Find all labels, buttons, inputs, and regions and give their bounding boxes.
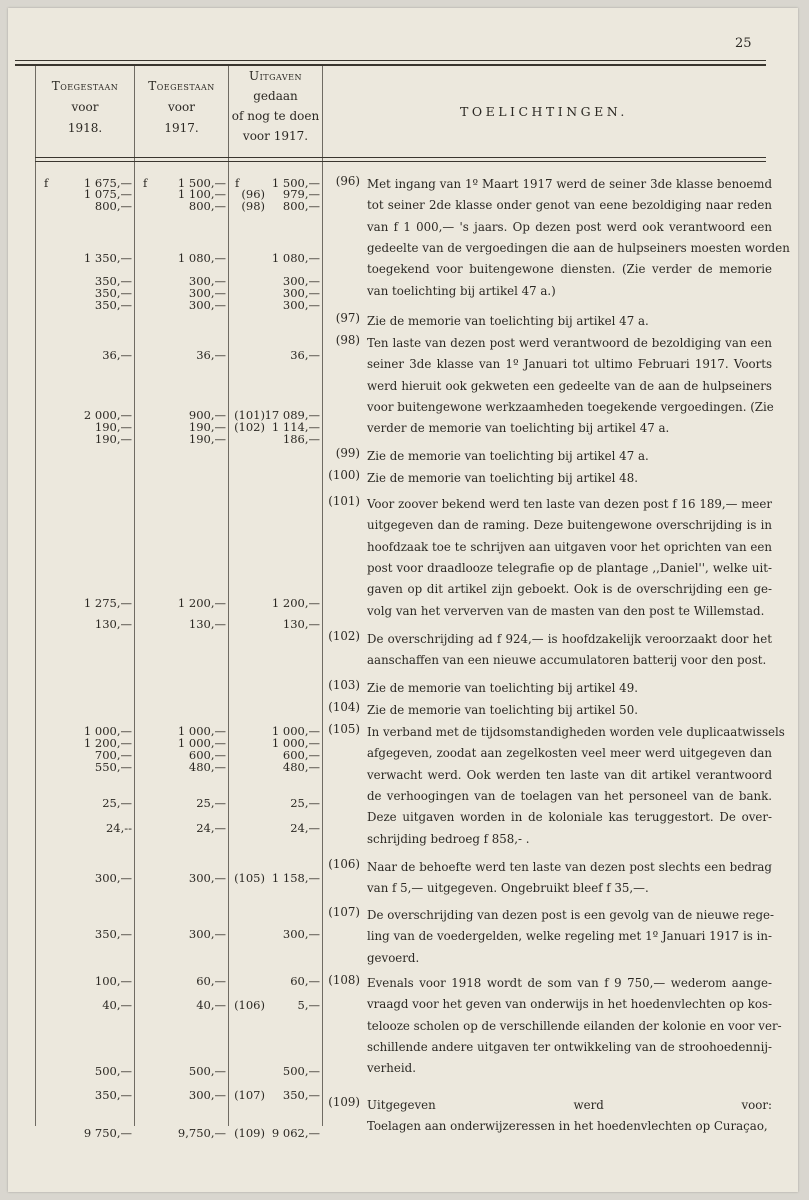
expenditure-1917: 500,— (282, 1064, 320, 1078)
top-rule (15, 60, 766, 61)
amount-1917: 300,— (188, 927, 226, 941)
expenditure-1917: 600,— (282, 748, 320, 762)
amount-1918: 1 075,— (83, 187, 132, 201)
amount-1918: 350,— (94, 274, 132, 288)
note-line: uitgegeven dan de raming. Deze buitengewone overschrijding is in (367, 518, 772, 533)
column-divider-4 (322, 66, 323, 1126)
header-line: voor (168, 100, 195, 114)
amount-1917: 190,— (188, 420, 226, 434)
note-number: (107) (328, 905, 360, 919)
note-line: seiner 3de klasse van 1º Januari tot ultimo Februari 1917. Voorts (367, 357, 772, 372)
note-line: Zie de memorie van toelichting bij artikel 48. (367, 471, 638, 485)
note-number: (97) (335, 311, 360, 325)
note-line: van f 1 000,— 's jaars. Op dezen post werd ook verantwoord een (367, 219, 772, 234)
amount-1918: 2 000,— (83, 408, 132, 422)
header-bottom-rule-2 (35, 161, 766, 162)
expenditure-1917: 1 200,— (271, 596, 320, 610)
expenditure-1917: 17 089,— (264, 408, 320, 422)
amount-1917: 60,— (196, 974, 226, 988)
expenditure-1917: 130,— (282, 617, 320, 631)
amount-1917: 1 500,— (177, 176, 226, 190)
note-line: In verband met de tijdsomstandigheden worden vele duplicaatwissels (367, 725, 785, 739)
column-divider-2 (134, 66, 135, 1126)
header-line: Toegestaan (51, 79, 119, 93)
expenditure-1917: 1 500,— (271, 176, 320, 190)
expenditure-1917: 300,— (282, 927, 320, 941)
amount-1918: 40,— (102, 998, 132, 1012)
note-line: verwacht werd. Ook werden ten laste van dit artikel verantwoord (367, 767, 772, 782)
note-number: (102) (328, 629, 360, 643)
note-reference: (96) (241, 187, 265, 201)
amount-1917: 190,— (188, 432, 226, 446)
note-line: tot seiner 2de klasse onder genot van eene bezoldiging naar reden (367, 198, 772, 213)
note-line: Zie de memorie van toelichting bij artikel 47 a. (367, 449, 649, 463)
amount-1917: 1 200,— (177, 596, 226, 610)
note-number: (105) (328, 722, 360, 736)
note-number: (98) (335, 333, 360, 347)
expenditure-1917: 1 080,— (271, 251, 320, 265)
amount-1917: 300,— (188, 871, 226, 885)
note-line: werd hieruit ook gekweten een gedeelte van de aan de hulpseiners (367, 378, 772, 393)
note-number: (109) (328, 1095, 360, 1109)
note-line: ling van de voedergelden, welke regeling met 1º Januari 1917 is in- (367, 929, 772, 944)
currency-mark: f (143, 176, 148, 190)
note-line: Evenals voor 1918 wordt de som van f 9 750,— wederom aange- (367, 976, 772, 990)
header-line: Uitgaven (249, 69, 302, 83)
expenditure-1917: 1 158,— (271, 871, 320, 885)
expenditure-1917: 24,— (290, 821, 320, 835)
note-line: volg van het ververven van de masten van den post te Willemstad. (367, 603, 765, 618)
amount-1917: 1 000,— (177, 724, 226, 738)
top-rule-thick (15, 64, 766, 66)
amount-1918: 1 675,— (83, 176, 132, 190)
amount-1918: 1 350,— (83, 251, 132, 265)
header-line: Toegestaan (148, 79, 215, 93)
expenditure-1917: 9 062,— (271, 1126, 320, 1140)
amount-1917: 600,— (188, 748, 226, 762)
expenditure-1917: 480,— (282, 760, 320, 774)
amount-1917: 25,— (196, 796, 226, 810)
note-reference: (106) (234, 998, 265, 1012)
amount-1918: 25,— (102, 796, 132, 810)
expenditure-1917: 800,— (282, 199, 320, 213)
header-toegestaan-1917 (135, 76, 228, 139)
note-line: schillende andere uitgaven ter ontwikkeling van de stroohoedennij- (367, 1039, 772, 1054)
currency-mark: f (235, 176, 240, 190)
note-line: van f 5,— uitgegeven. Ongebruikt bleef f 35,—. (367, 881, 649, 896)
note-number: (103) (328, 678, 360, 692)
note-line: de verhoogingen van de toelagen van het personeel van de bank. (367, 788, 772, 803)
amount-1918: 700,— (94, 748, 132, 762)
header-bottom-rule (35, 157, 766, 158)
amount-1917: 24,— (196, 821, 226, 835)
note-line: vraagd voor het geven van onderwijs in het hoedenvlechten op kos- (367, 997, 772, 1012)
note-line: Zie de memorie van toelichting bij artikel 49. (367, 681, 638, 695)
currency-mark: f (44, 176, 49, 190)
amount-1918: 300,— (94, 871, 132, 885)
header-line: of nog te doen (231, 109, 320, 123)
note-line: afgegeven, zoodat aan zegelkosten veel meer werd uitgegeven dan (367, 746, 772, 761)
header-toegestaan-1918 (36, 76, 134, 139)
amount-1918: 190,— (94, 420, 132, 434)
note-reference: (98) (241, 199, 265, 213)
note-line: Ten laste van dezen post werd verantwoord de bezoldiging van een (367, 336, 772, 350)
amount-1917: 1 080,— (177, 251, 226, 265)
amount-1918: 550,— (94, 760, 132, 774)
header-line: 1917. (164, 121, 199, 135)
note-line: gedeelte van de vergoedingen die aan de hulpseiners moesten worden (367, 240, 790, 255)
expenditure-1917: 60,— (290, 974, 320, 988)
amount-1917: 9,750,— (177, 1126, 226, 1140)
amount-1917: 300,— (188, 298, 226, 312)
note-reference: (105) (234, 871, 265, 885)
amount-1918: 1 275,— (83, 596, 132, 610)
note-number: (99) (335, 446, 360, 460)
expenditure-1917: 1 000,— (271, 724, 320, 738)
note-line: Toelagen aan onderwijzeressen in het hoedenvlechten op Curaçao, (367, 1119, 768, 1134)
amount-1918: 100,— (94, 974, 132, 988)
note-line: gevoerd. (367, 950, 420, 965)
amount-1917: 1 100,— (177, 187, 226, 201)
amount-1918: 36,— (102, 348, 132, 362)
amount-1918: 1 000,— (83, 724, 132, 738)
note-line: toegekend voor buitengewone diensten. (Zie verder de memorie (367, 262, 772, 277)
amount-1917: 300,— (188, 286, 226, 300)
expenditure-1917: 5,— (297, 998, 320, 1012)
amount-1918: 1 200,— (83, 736, 132, 750)
amount-1917: 900,— (188, 408, 226, 422)
expenditure-1917: 979,— (282, 187, 320, 201)
header-line: 1918. (67, 121, 103, 135)
header-uitgaven-1917 (229, 66, 322, 146)
note-line: De overschrijding van dezen post is een gevolg van de nieuwe rege- (367, 908, 774, 922)
note-number: (101) (328, 494, 360, 508)
note-reference: (107) (234, 1088, 265, 1102)
note-number: (108) (328, 973, 360, 987)
amount-1918: 350,— (94, 1088, 132, 1102)
note-reference: (109) (234, 1126, 265, 1140)
amount-1918: 800,— (94, 199, 132, 213)
expenditure-1917: 300,— (282, 274, 320, 288)
note-reference: (102) (234, 420, 265, 434)
expenditure-1917: 300,— (282, 286, 320, 300)
note-reference: (101) (234, 408, 265, 422)
amount-1917: 40,— (196, 998, 226, 1012)
note-line: schrijding bedroeg f 858,- . (367, 831, 530, 846)
note-line: gaven op dit artikel zijn geboekt. Ook is de overschrijding een ge- (367, 582, 772, 597)
note-line: Zie de memorie van toelichting bij artikel 47 a. (367, 314, 649, 328)
note-number: (96) (335, 174, 360, 188)
note-line: Met ingang van 1º Maart 1917 werd de seiner 3de klasse benoemd (367, 177, 772, 191)
amount-1917: 480,— (188, 760, 226, 774)
note-line: Zie de memorie van toelichting bij artikel 50. (367, 703, 638, 717)
page-number: 25 (735, 36, 752, 51)
expenditure-1917: 300,— (282, 298, 320, 312)
amount-1917: 1 000,— (177, 736, 226, 750)
expenditure-1917: 350,— (282, 1088, 320, 1102)
note-line: verder de memorie van toelichting bij artikel 47 a. (367, 421, 670, 436)
expenditure-1917: 1 114,— (271, 420, 320, 434)
note-line: Uitgegeven werd voor: (367, 1098, 772, 1112)
header-line: voor (71, 100, 99, 114)
note-number: (100) (328, 468, 360, 482)
amount-1918: 24,-- (105, 821, 132, 835)
amount-1917: 300,— (188, 274, 226, 288)
amount-1917: 300,— (188, 1088, 226, 1102)
note-line: van toelichting bij artikel 47 a.) (367, 283, 556, 298)
amount-1918: 350,— (94, 286, 132, 300)
header-line: gedaan (253, 89, 298, 103)
amount-1917: 800,— (188, 199, 226, 213)
note-number: (104) (328, 700, 360, 714)
amount-1918: 190,— (94, 432, 132, 446)
note-line: aanschaffen van een nieuwe accumulatoren batterij voor den post. (367, 653, 767, 668)
amount-1917: 36,— (196, 348, 226, 362)
note-line: Naar de behoefte werd ten laste van dezen post slechts een bedrag (367, 860, 772, 874)
amount-1918: 9 750,— (83, 1126, 132, 1140)
amount-1918: 130,— (94, 617, 132, 631)
header-toelichtingen: TOELICHTINGEN. (460, 104, 628, 119)
amount-1917: 130,— (188, 617, 226, 631)
note-line: verheid. (367, 1061, 416, 1076)
expenditure-1917: 186,— (282, 432, 320, 446)
note-line: Deze uitgaven worden in de koloniale kas teruggestort. De over- (367, 810, 772, 825)
note-line: hoofdzaak toe te schrijven aan uitgaven voor het oprichten van een (367, 539, 772, 554)
expenditure-1917: 25,— (290, 796, 320, 810)
amount-1918: 500,— (94, 1064, 132, 1078)
header-line: voor 1917. (242, 129, 309, 143)
note-line: Voor zoover bekend werd ten laste van dezen post f 16 189,— meer (367, 497, 772, 511)
expenditure-1917: 1 000,— (271, 736, 320, 750)
note-line: post voor draadlooze telegrafie op de plantage ,,Daniel'', welke uit- (367, 560, 772, 575)
note-line: De overschrijding ad f 924,— is hoofdzakelijk veroorzaakt door het (367, 632, 772, 646)
note-line: voor buitengewone werkzaamheden toegekende vergoedingen. (Zie (367, 399, 774, 414)
note-number: (106) (328, 857, 360, 871)
amount-1917: 500,— (188, 1064, 226, 1078)
amount-1918: 350,— (94, 298, 132, 312)
column-divider-3 (228, 66, 229, 1126)
expenditure-1917: 36,— (290, 348, 320, 362)
amount-1918: 350,— (94, 927, 132, 941)
column-divider-1 (35, 66, 36, 1126)
note-line: telooze scholen op de verschillende eilanden der kolonie en voor ver- (367, 1018, 782, 1033)
